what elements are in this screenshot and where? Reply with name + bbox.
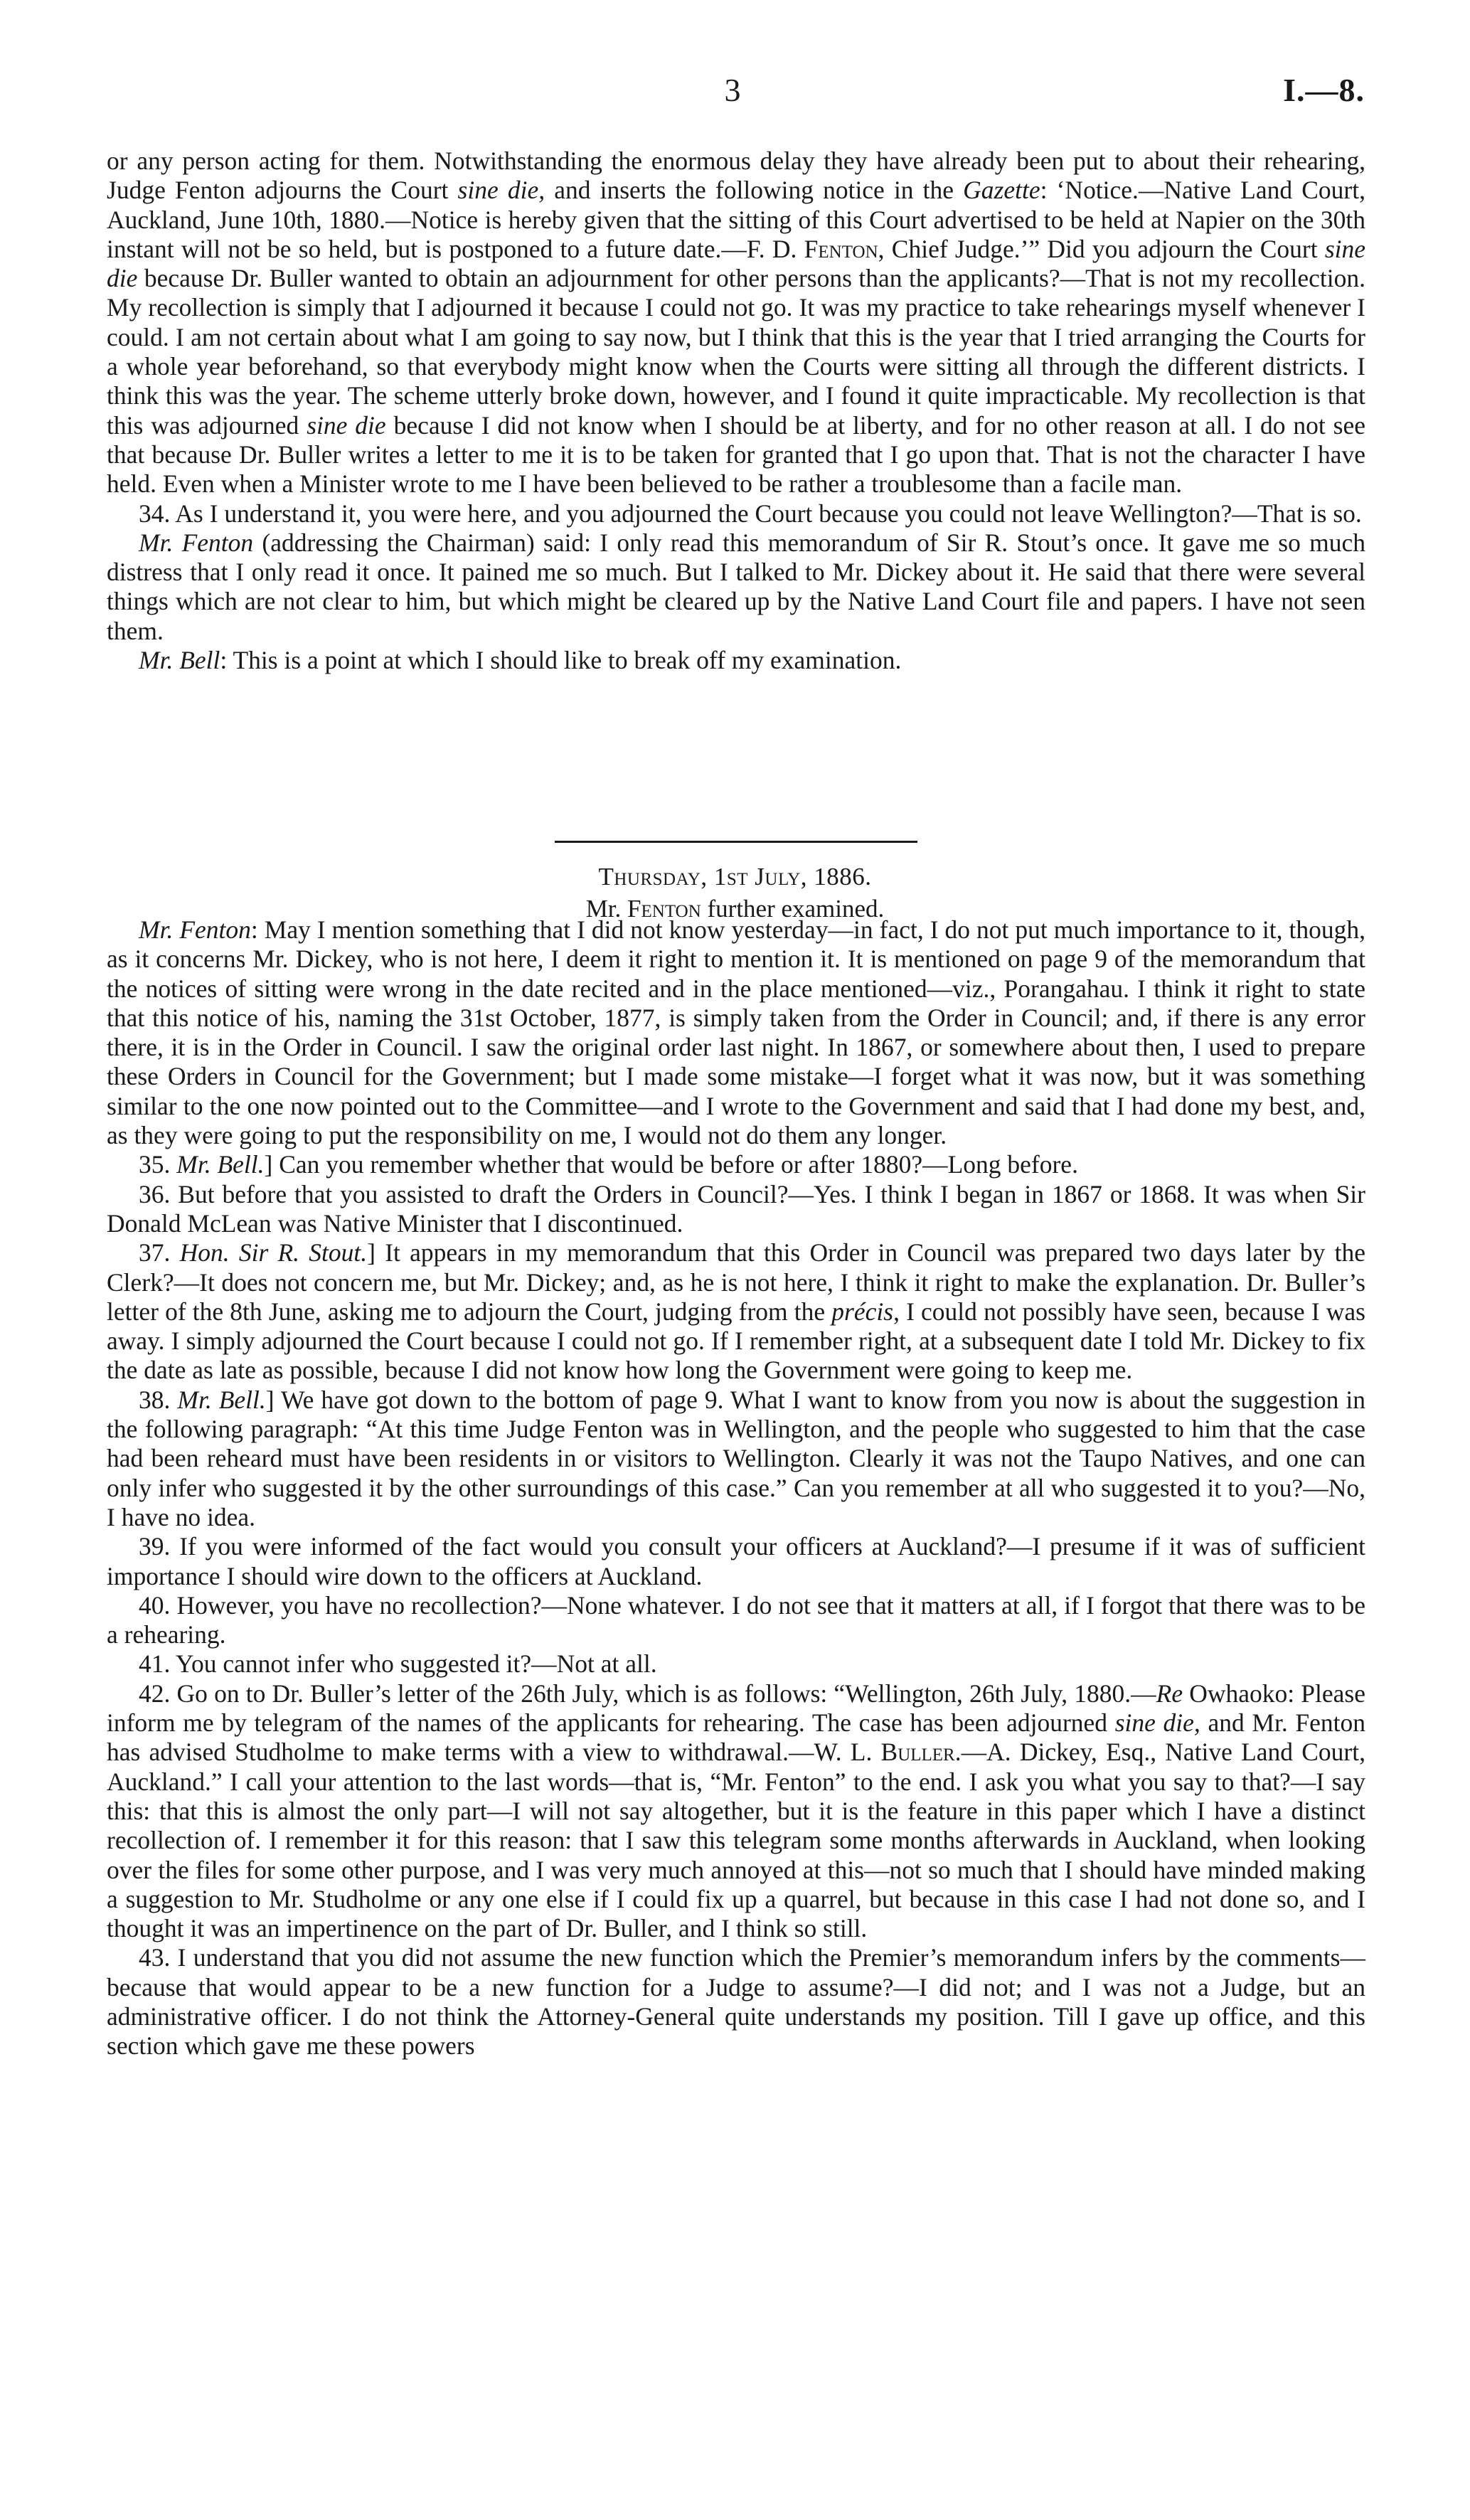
- speaker-name: Mr. Bell: [139, 646, 220, 675]
- paragraph-question-37: 37. Hon. Sir R. Stout.] It appears in my memorandum that this Order in Council was prepared two days later by the Clerk?—It does not concern me, but Mr. Dickey; and, as he is not here, I think it right to make the explanation. Dr. Buller’s letter of the 8th June, asking me to adjourn the Court, judging from the précis, I could not possibly have seen, because I was away. I simply adjourned the Court because I could not go. If I remember right, at a subsequent date I told Mr. Dickey to fix the date as late as possible, because I did not know how long the Government were going to keep me.: [107, 1238, 1366, 1385]
- section-divider: [555, 841, 917, 843]
- paragraph-question-38: 38. Mr. Bell.] We have got down to the bottom of page 9. What I want to know from you now is about the suggestion in the following paragraph: “At this time Judge Fenton was in Wellington, and the people who suggested to him that the case had been reheard must have been residents in or visitors to Wellington. Clearly it was not the Taupo Natives, and one can only infer who suggested it by the other surroundings of this case.” Can you remember at all who suggested it to you?—No, I have no idea.: [107, 1385, 1366, 1531]
- paragraph: or any person acting for them. Notwithstanding the enormous delay they have already been put to about their rehearing, Judge Fenton adjourns the Court sine die, and inserts the following notice in the Gazette: ‘Notice.—Native Land Court, Auckland, June 10th, 1880.—Notice is hereby given that the sitting of this Court advertised to be held at Napier on the 30th instant will not be so held, but is postponed to a future date.—F. D. Fenton, Chief Judge.’” Did you adjourn the Court sine die because Dr. Buller wanted to obtain an adjournment for other persons than the applicants?—That is not my recollection. My recollection is simply that I adjourned it because I could not go. It was my practice to take rehearings myself whenever I could. I am not certain about what I am going to say now, but I think that this is the year that I tried arranging the Courts for a whole year beforehand, so that everybody might know when the Courts were sitting all through the different districts. I think this was the year. The scheme utterly broke down, however, and I found it quite impracticable. My recollection is that this was adjourned sine die because I did not know when I should be at liberty, and for no other reason at all. I do not see that because Dr. Buller writes a letter to me it is to be taken for granted that I go upon that. That is not the character I have held. Even when a Minister wrote to me I have been believed to be rather a troublesome than a facile man.: [107, 147, 1365, 499]
- speaker-name: Mr. Fenton: [139, 915, 251, 944]
- evidence-section-2: [107, 915, 1365, 2061]
- paragraph-question-34: 34. As I understand it, you were here, and you adjourned the Court because you could not leave Wellington?—That is so.: [139, 499, 1362, 528]
- page-number: 3: [724, 72, 741, 108]
- paragraph-question-42: 42. Go on to Dr. Buller’s letter of the 26th July, which is as follows: “Wellington, 26th July, 1880.—Re Owhaoko: Please inform me by telegram of the names of the applicants for rehearing. The case has been adjourned sine die, and Mr. Fenton has advised Studholme to make terms with a view to withdrawal.—W. L. Buller.—A. Dickey, Esq., Native Land Court, Auckland.” I call your attention to the last words—that is, “Mr. Fenton” to the end. I ask you what you say to that?—I say this: that this is almost the only part—I will not say altogether, but it is the feature in this paper which I have a distinct recollection of. I remember it for this reason: that I saw this telegram some months afterwards in Auckland, when looking over the files for some other purpose, and I was very much annoyed at this—not so much that I should have minded making a suggestion to Mr. Studholme or any one else if I could fix up a quarrel, but because in this case I had not done so, and I thought it was an impertinence on the part of Dr. Buller, and I think so still.: [107, 1679, 1365, 1943]
- paragraph-question-35: 35. Mr. Bell.] Can you remember whether that would be before or after 1880?—Long before.: [139, 1150, 1078, 1179]
- paragraph-question-41: 41. You cannot infer who suggested it?—Not at all.: [139, 1649, 657, 1679]
- speaker-name: Mr. Fenton: [139, 528, 254, 557]
- paragraph-question-39: 39. If you were informed of the fact would you consult your officers at Auckland?—I presume if it was of sufficient importance I should wire down to the officers at Auckland.: [107, 1532, 1365, 1590]
- paragraph-question-40: 40. However, you have no recollection?—None whatever. I do not see that it matters at all, if I forgot that there was to be a rehearing.: [107, 1590, 1365, 1649]
- document-reference: I.—8.: [1283, 72, 1365, 108]
- paragraph: Mr. Bell: This is a point at which I should like to break off my examination.: [139, 646, 902, 675]
- paragraph-question-43: 43. I understand that you did not assume the new function which the Premier’s memorandum infers by the comments—because that would appear to be a new function for a Judge to assume?—I did not; and I was not a Judge, but an administrative officer. I do not think the Attorney-General quite understands my position. Till I gave up office, and this section which gave me these powers: [107, 1943, 1365, 2061]
- date-heading: Thursday, 1st July, 1886.: [598, 863, 872, 890]
- evidence-section-1: [107, 147, 1365, 675]
- paragraph: Mr. Fenton (addressing the Chairman) said: I only read this memorandum of Sir R. Stout’s once. It gave me so much distress that I only read it once. It pained me so much. But I talked to Mr. Dickey about it. He said that there were several things which are not clear to him, but which might be cleared up by the Native Land Court file and papers. I have not seen them.: [107, 528, 1365, 645]
- witness-heading: Mr. Fenton further examined.: [585, 895, 885, 923]
- paragraph-question-36: 36. But before that you assisted to draft the Orders in Council?—Yes. I think I began in 1867 or 1868. It was when Sir Donald McLean was Native Minister that I discontinued.: [107, 1179, 1365, 1238]
- paragraph: Mr. Fenton: May I mention something that I did not know yesterday—in fact, I do not put much importance to it, though, as it concerns Mr. Dickey, who is not here, I deem it right to mention it. It is mentioned on page 9 of the memorandum that the notices of sitting were wrong in the date recited and in the place mentioned—viz., Porangahau. I think it right to state that this notice of his, naming the 31st October, 1877, is simply taken from the Order in Council; and, if there is any error there, it is in the Order in Council. I saw the original order last night. In 1867, or somewhere about then, I used to prepare these Orders in Council for the Government; but I made some mistake—I forget what it was now, but it was something similar to the one now pointed out to the Committee—and I wrote to the Government and said that I had done my best, and, as they were going to put the responsibility on me, I would not do them any longer.: [107, 915, 1366, 1150]
